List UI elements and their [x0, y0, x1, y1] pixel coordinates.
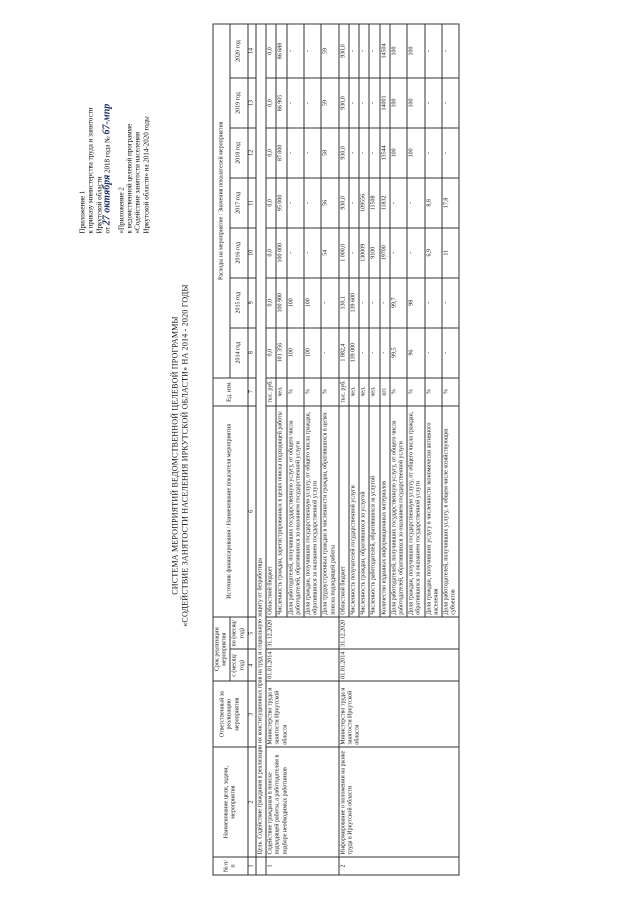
index-cell: 11 [247, 177, 255, 227]
indicator-unit: % [321, 377, 338, 405]
title-line-2: «СОДЕЙСТВИЕ ЗАНЯТОСТИ НАСЕЛЕНИЯ ИРКУТСКОЙ ОБЛАСТИ» НА 2014 - 2020 ГОДЫ [180, 283, 189, 627]
measure-number: 2 [338, 857, 459, 875]
indicator-value: - [407, 177, 424, 227]
indicator-value: 14504 [379, 24, 389, 78]
col-num: № п/п [213, 857, 248, 875]
annex-line: к ведомственной целевой программе [125, 123, 134, 233]
goal-blank-cell [256, 857, 266, 875]
indicator-value: - [286, 227, 303, 277]
indicator-value: 98 [407, 277, 424, 327]
order-prefix: от [103, 226, 112, 233]
indicator-value: 109556 [359, 177, 369, 227]
indicator-value: - [424, 327, 441, 377]
col-year: 2014 год [230, 327, 247, 377]
title-line-1: СИСТЕМА МЕРОПРИЯТИЙ ВЕДОМСТВЕННОЙ ЦЕЛЕВОЙ ПРОГРАММЫ [170, 315, 179, 595]
indicator-value: 99,5 [389, 327, 406, 377]
indicator-value: - [369, 78, 379, 128]
indicator-value: 56 [321, 177, 338, 227]
measure-number: 1 [266, 857, 339, 875]
indicator-value: - [349, 127, 359, 177]
col-period-from: с (месяц/год) [230, 649, 247, 681]
indicator-unit: % [424, 377, 441, 405]
index-cell: 2 [247, 747, 255, 857]
goal-text: Цель. Содействие гражданам в реализации их конституционных прав на труд и социальную защиту от безработицы [256, 24, 266, 857]
indicator-value: - [389, 227, 406, 277]
note-line: Иркутской области [94, 175, 103, 233]
indicator-value: 6,9 [424, 227, 441, 277]
indicator-value: 58 [321, 127, 338, 177]
indicator-label: Доля работодателей, получивших государственную услугу, от общего числа работодателей, обратившихся за оказанием государственной услуги [389, 405, 406, 617]
index-cell: 1 [247, 857, 255, 875]
indicator-value: 100 [286, 277, 303, 327]
index-cell: 3 [247, 681, 255, 747]
col-year: 2019 год [230, 78, 247, 128]
indicator-value: - [424, 78, 441, 128]
document-title [170, 105, 190, 805]
indicator-value: 930,0 [338, 177, 348, 227]
indicator-value: 59 [321, 78, 338, 128]
indicator-value: - [442, 24, 459, 78]
measure-row [266, 24, 276, 875]
indicator-value: 100 [304, 327, 321, 377]
indicator-value: 96 [407, 327, 424, 377]
indicator-value: 0,0 [266, 78, 276, 128]
indicator-value: - [359, 277, 369, 327]
col-year: 2016 год [230, 227, 247, 277]
col-period: Срок реализации мероприятия [213, 617, 230, 681]
appendix-note [78, 23, 150, 233]
indicator-unit: чел. [276, 377, 286, 405]
indicator-unit: % [407, 377, 424, 405]
indicator-value: 86 688 [276, 24, 286, 78]
indicator-value: 59 [321, 24, 338, 78]
indicator-value: 11832 [379, 177, 389, 227]
indicator-value: 99,7 [389, 277, 406, 327]
indicator-unit: % [304, 377, 321, 405]
col-year: 2017 год [230, 177, 247, 227]
indicator-value: - [424, 127, 441, 177]
handwritten-number: 67-мпр [101, 103, 113, 134]
index-cell: 4 [247, 649, 255, 681]
indicator-label: Численность получателей государственной услуги [349, 405, 359, 617]
indicator-value: 100 [389, 127, 406, 177]
indicator-value: 100 000 [276, 227, 286, 277]
indicator-value: 100 [389, 78, 406, 128]
indicator-value: - [424, 24, 441, 78]
indicator-value: - [349, 78, 359, 128]
indicator-value: - [286, 78, 303, 128]
indicator-value: - [349, 227, 359, 277]
indicator-label: Численность граждан, обратившихся за услугой [359, 405, 369, 617]
indicator-value: - [359, 127, 369, 177]
measure-name: Содействие гражданам в поиске подходящей работы, а работодателям в подборе необходимых работников [266, 747, 339, 857]
col-year: 2020 год [230, 24, 247, 78]
index-cell: 10 [247, 227, 255, 277]
index-cell: 5 [247, 617, 255, 649]
indicator-value: 1 000,0 [338, 227, 348, 277]
indicator-unit: % [389, 377, 406, 405]
index-cell: 6 [247, 405, 255, 617]
indicator-value: 0,0 [266, 227, 276, 277]
col-expenses: Расходы на мероприятие / Значения показателей мероприятия [213, 24, 230, 378]
indicator-unit: чел. [359, 377, 369, 405]
handwritten-date: 27 октября [101, 174, 113, 225]
indicator-value: 0,0 [266, 177, 276, 227]
index-cell: 9 [247, 277, 255, 327]
indicator-value: - [286, 24, 303, 78]
indicator-value: 100 [389, 24, 406, 78]
indicator-label: Доля граждан, получивших государственную услугу, от общего числа граждан, обратившихся за оказанием государственной услуги [407, 405, 424, 617]
indicator-value: 0,0 [266, 127, 276, 177]
annex-line: Иркутской области» на 2014-2020 годы [141, 115, 150, 233]
indicator-value: 54 [321, 227, 338, 277]
indicator-value: 19700 [379, 227, 389, 277]
indicator-value: 0,0 [266, 277, 276, 327]
indicator-value: 101 356 [276, 327, 286, 377]
indicator-value: 100 [304, 277, 321, 327]
header-row-1 [213, 24, 230, 875]
indicator-value: - [304, 177, 321, 227]
indicator-value: 0,0 [266, 327, 276, 377]
indicator-value: 86 905 [276, 78, 286, 128]
indicator-value: - [304, 24, 321, 78]
order-year: 2018 года № [103, 135, 112, 173]
indicator-value: 130009 [359, 227, 369, 277]
col-year: 2015 год [230, 277, 247, 327]
indicator-value: - [304, 127, 321, 177]
col-period-to: по (месяц/год) [230, 617, 247, 649]
indicator-unit: % [442, 377, 459, 405]
annex-line: «Приложение 2 [116, 186, 125, 233]
indicator-label: Доля работодателей, получивших государственную услугу, от общего числа работодателей, обратившихся за оказанием государственной услуги [286, 405, 303, 617]
order-line [103, 23, 111, 233]
indicator-value: 9100 [369, 227, 379, 277]
indicator-unit: чел. [349, 377, 359, 405]
col-name: Наименование цели, задачи, мероприятия [213, 747, 248, 857]
indicator-label: Доля граждан, получивших услугу в численности экономически активного населения [424, 405, 441, 617]
col-year: 2018 год [230, 127, 247, 177]
indicator-value: 95 000 [276, 177, 286, 227]
indicator-value: - [369, 127, 379, 177]
indicator-value: 87 000 [276, 127, 286, 177]
indicator-value: - [407, 227, 424, 277]
indicator-value: - [389, 177, 406, 227]
measure-responsible: Министерство труда и занятости Иркутской области [266, 681, 339, 747]
indicator-value: 100 [407, 127, 424, 177]
index-cell: 12 [247, 127, 255, 177]
indicator-value: 1 882,4 [338, 327, 348, 377]
col-source: Источник финансирования / Наименование показателя мероприятия [213, 405, 248, 617]
indicator-value: - [442, 127, 459, 177]
indicator-value: 139 600 [349, 277, 359, 327]
measure-responsible: Министерство труда и занятости Иркутской области [338, 681, 459, 747]
indicator-value: - [349, 177, 359, 227]
indicator-unit: тыс. руб. [338, 377, 348, 405]
index-cell: 8 [247, 327, 255, 377]
indicator-value: - [442, 277, 459, 327]
indicator-value: - [359, 24, 369, 78]
indicator-value: 100 [286, 327, 303, 377]
indicator-label: Численность работодателей, обратившихся за услугой [369, 405, 379, 617]
indicator-label: Доля граждан, получивших государственную услугу, от общего числа граждан, обратившихся за оказанием государственной услуги [304, 405, 321, 617]
indicator-value: - [379, 327, 389, 377]
indicator-value: - [359, 78, 369, 128]
indicator-value: - [286, 177, 303, 227]
indicator-value: 100 900 [276, 277, 286, 327]
col-responsible: Ответственный за реализацию мероприятия [213, 681, 248, 747]
measure-date-from: 01.01.2014 [266, 649, 339, 681]
indicator-value: 139 000 [349, 327, 359, 377]
indicator-value: - [442, 327, 459, 377]
indicator-value: - [359, 327, 369, 377]
measures-table [212, 23, 459, 875]
indicator-label: Областной бюджет [338, 405, 348, 617]
measure-date-from: 01.01.2014 [338, 649, 459, 681]
indicator-unit: шт. [379, 377, 389, 405]
indicator-value: 17,8 [442, 177, 459, 227]
indicator-value: 930,0 [338, 78, 348, 128]
indicator-unit: чел. [369, 377, 379, 405]
annex-line: «Содействие занятости населения [133, 131, 142, 233]
indicator-label: Доля работодателей, получивших услугу, в общем числе хозяйствующих субъектов [442, 405, 459, 617]
indicator-value: - [379, 277, 389, 327]
indicator-value: - [369, 24, 379, 78]
indicator-value: - [304, 78, 321, 128]
indicator-value: - [369, 277, 379, 327]
measure-row [338, 24, 348, 875]
indicator-label: Количество изданных информационных материалов [379, 405, 389, 617]
indicator-value: 930,0 [338, 24, 348, 78]
col-unit: Ед. изм. [213, 377, 248, 405]
indicator-value: 14001 [379, 78, 389, 128]
indicator-value: 100 [407, 78, 424, 128]
index-cell: 14 [247, 24, 255, 78]
indicator-label: Численность граждан, зарегистрированных в целях поиска подходящей работы [276, 405, 286, 617]
indicator-value: 0,0 [266, 24, 276, 78]
indicator-value: 100 [407, 24, 424, 78]
indicator-value: 8,8 [424, 177, 441, 227]
indicator-unit: тыс. руб. [266, 377, 276, 405]
index-cell: 7 [247, 377, 255, 405]
indicator-value: - [304, 227, 321, 277]
indicator-label: Доля трудоустроенных граждан в численности граждан, обратившихся в целях поиска подходящей работы [321, 405, 338, 617]
indicator-value: - [321, 277, 338, 327]
indicator-value: - [442, 78, 459, 128]
indicator-label: Областной бюджет [266, 405, 276, 617]
note-line: Приложение 1 [78, 190, 86, 233]
indicator-value: 930,0 [338, 127, 348, 177]
note-line: к приказу министерства труда и занятости [86, 106, 95, 233]
indicator-unit: % [286, 377, 303, 405]
indicator-value: - [424, 277, 441, 327]
index-cell: 13 [247, 78, 255, 128]
indicator-value: 11 [442, 227, 459, 277]
measure-date-to: 31.12.2020 [338, 617, 459, 649]
goal-row [256, 24, 266, 875]
indicator-value: - [286, 127, 303, 177]
indicator-value: - [321, 327, 338, 377]
indicator-value: 11508 [369, 177, 379, 227]
measure-name: Информирование о положении на рынке труда в Иркутской области [338, 747, 459, 857]
indicator-value: - [349, 24, 359, 78]
indicator-value: 130,1 [338, 277, 348, 327]
index-row [247, 24, 255, 875]
indicator-value: 13544 [379, 127, 389, 177]
measure-date-to: 31.12.2020 [266, 617, 339, 649]
indicator-value: - [369, 327, 379, 377]
